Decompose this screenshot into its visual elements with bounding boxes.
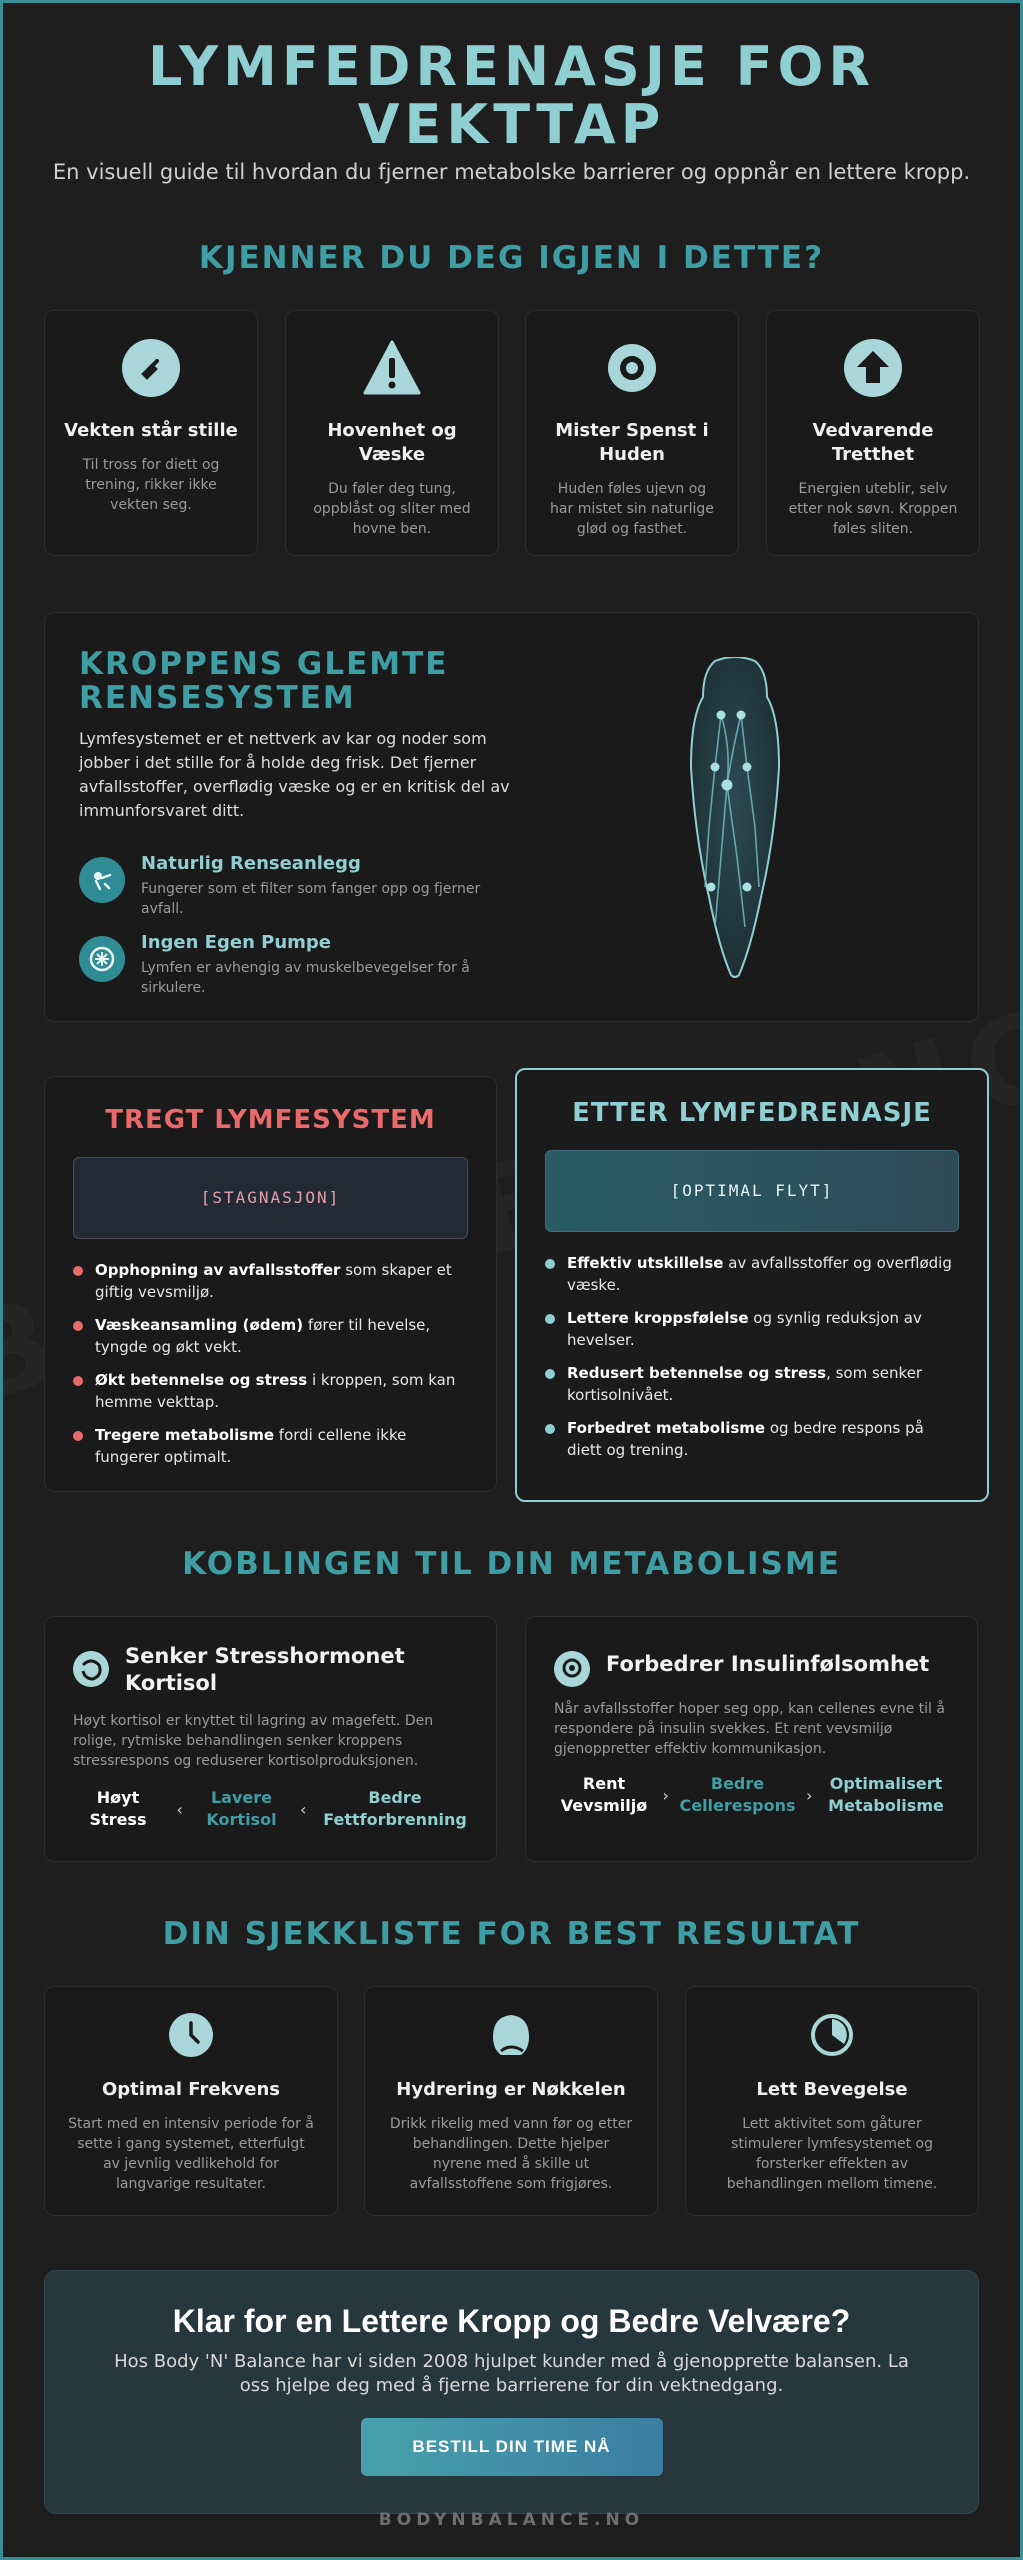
symptom-text: Huden føles ujevn og har mistet sin naturlige glød og fasthet. bbox=[550, 481, 714, 537]
list-item: Væskeansamling (ødem) fører til hevelse, tyngde og økt vekt. bbox=[73, 1314, 468, 1358]
pump-icon bbox=[79, 936, 125, 982]
footer-site-link[interactable]: BODYNBALANCE.NO bbox=[378, 2510, 645, 2530]
flow-arrow: › bbox=[662, 1785, 669, 1805]
list-item: Lettere kroppsfølelse og synlig reduksjon av hevelser. bbox=[545, 1307, 959, 1351]
metabolism-card-title: Forbedrer Insulinfølsomhet bbox=[606, 1652, 930, 1676]
stagnation-box: [STAGNASJON] bbox=[73, 1157, 468, 1239]
feature-item bbox=[79, 853, 519, 917]
flow-step: Optimalisert Metabolisme bbox=[828, 1774, 944, 1815]
list-item: Forbedret metabolisme og bedre respons på diett og trening. bbox=[545, 1417, 959, 1461]
flow-step: Bedre Cellerespons bbox=[679, 1774, 796, 1815]
checklist-card bbox=[685, 1986, 979, 2216]
cta-text: Hos Body 'N' Balance har vi siden 2008 hjulpet kunder med å gjenopprette balansen. La oss hjelpe deg med å fjerne barrierene for din vektnedgang. bbox=[114, 2351, 909, 2396]
after-title: ETTER LYMFEDRENASJE bbox=[572, 1098, 932, 1128]
checklist-text: Start med en intensiv periode for å sette i gang systemet, etterfulgt av jevnlig vedlikehold for langvarige resultater. bbox=[68, 2116, 314, 2192]
checklist-heading: DIN SJEKKLISTE FOR BEST RESULTAT bbox=[162, 1916, 861, 1952]
before-title: TREGT LYMFESYSTEM bbox=[105, 1105, 436, 1135]
arrow-icon bbox=[844, 339, 902, 397]
list-item: Redusert betennelse og stress, som senker kortisolnivået. bbox=[545, 1362, 959, 1406]
symptoms-heading: KJENNER DU DEG IGJEN I DETTE? bbox=[198, 240, 825, 276]
metabolism-card-text: Når avfallsstoffer hoper seg opp, kan cellenes evne til å respondere på insulin svekkes. Et rent vevsmiljø gjenoppretter effektiv kommunikasjon. bbox=[554, 1701, 945, 1757]
cta-title: Klar for en Lettere Kropp og Bedre Velvære? bbox=[172, 2303, 851, 2339]
metabolism-card bbox=[44, 1616, 497, 1862]
cortisol-icon bbox=[73, 1651, 109, 1687]
metabolism-card-text: Høyt kortisol er knyttet til lagring av magefett. Den rolige, rytmiske behandlingen senker kroppens stressrespons og reduserer kortisolproduksjonen. bbox=[73, 1713, 434, 1769]
cta-section bbox=[44, 2270, 979, 2514]
symptom-title: Vedvarende Tretthet bbox=[812, 420, 934, 465]
insulin-icon bbox=[554, 1651, 590, 1687]
flow-step: Bedre Fettforbrenning bbox=[323, 1788, 467, 1829]
checklist-text: Lett aktivitet som gåturer stimulerer lymfesystemet og forsterker effekten av behandlingen mellom timene. bbox=[726, 2116, 938, 2192]
symptom-card bbox=[766, 310, 980, 556]
feature-title: Ingen Egen Pumpe bbox=[141, 932, 332, 953]
symptom-title: Mister Spenst i Huden bbox=[555, 420, 709, 465]
list-item: Effektiv utskillelse av avfallsstoffer og overflødig væske. bbox=[545, 1252, 959, 1296]
checklist-card bbox=[364, 1986, 658, 2216]
metabolism-card-title: Senker Stresshormonet Kortisol bbox=[125, 1644, 405, 1695]
target-icon bbox=[603, 339, 661, 397]
after-card bbox=[515, 1068, 989, 1502]
filter-icon bbox=[79, 857, 125, 903]
lymph-text: Lymfesystemet er et nettverk av kar og noder som jobber i det stille for å holde deg frisk. Det fjerner avfallsstoffer, overflødig væske og er en kritisk del av immunforsvaret ditt. bbox=[79, 729, 510, 820]
feature-text: Fungerer som et filter som fanger opp og fjerner avfall. bbox=[141, 881, 481, 917]
symptom-text: Du føler deg tung, oppblåst og sliter med hovne ben. bbox=[313, 481, 471, 537]
checklist-card bbox=[44, 1986, 338, 2216]
after-list bbox=[545, 1252, 959, 1461]
metabolism-card bbox=[525, 1616, 978, 1862]
flow-step: Høyt Stress bbox=[89, 1788, 147, 1829]
body-illustration bbox=[675, 657, 795, 979]
before-card bbox=[44, 1076, 497, 1492]
water-drop-icon bbox=[487, 2011, 535, 2059]
flow-arrow: › bbox=[806, 1785, 813, 1805]
checklist-title: Optimal Frekvens bbox=[102, 2079, 280, 2100]
book-appointment-button[interactable]: BESTILL DIN TIME NÅ bbox=[361, 2418, 663, 2476]
lymph-system-card bbox=[44, 612, 979, 1022]
metabolism-heading: KOBLINGEN TIL DIN METABOLISME bbox=[182, 1546, 841, 1582]
list-item: Økt betennelse og stress i kroppen, som kan hemme vekttap. bbox=[73, 1369, 468, 1413]
warning-icon bbox=[363, 339, 421, 397]
list-item: Opphopning av avfallsstoffer som skaper et giftig vevsmiljø. bbox=[73, 1259, 468, 1303]
lymph-title: KROPPENS GLEMTE RENSESYSTEM bbox=[79, 646, 449, 716]
symptom-text: Til tross for diett og trening, rikker ikke vekten seg. bbox=[82, 457, 220, 513]
feature-title: Naturlig Renseanlegg bbox=[141, 853, 361, 874]
flow-step: Lavere Kortisol bbox=[206, 1788, 277, 1829]
symptom-card bbox=[44, 310, 258, 556]
checklist-title: Lett Bevegelse bbox=[756, 2079, 908, 2100]
clock-icon bbox=[167, 2011, 215, 2059]
flow-arrow: ‹ bbox=[176, 1799, 183, 1819]
flow-diagram bbox=[554, 1773, 951, 1817]
symptom-card bbox=[285, 310, 499, 556]
optimal-flow-box: [OPTIMAL FLYT] bbox=[545, 1150, 959, 1232]
symptom-title: Hovenhet og Væske bbox=[327, 420, 457, 465]
flow-arrow: ‹ bbox=[300, 1799, 307, 1819]
timer-icon bbox=[808, 2011, 856, 2059]
page-subtitle: En visuell guide til hvordan du fjerner metabolske barrierer og oppnår en lettere kropp. bbox=[52, 160, 971, 184]
flow-step: Rent Vevsmiljø bbox=[560, 1774, 648, 1815]
checklist-text: Drikk rikelig med vann før og etter behandlingen. Dette hjelper nyrene med å skille ut avfallsstoffene som frigjøres. bbox=[389, 2116, 633, 2192]
symptom-card bbox=[525, 310, 739, 556]
symptom-title: Vekten står stille bbox=[64, 420, 238, 441]
symptom-text: Energien uteblir, selv etter nok søvn. Kroppen føles sliten. bbox=[788, 481, 958, 537]
before-list bbox=[73, 1259, 468, 1468]
flow-diagram bbox=[73, 1787, 470, 1831]
feature-text: Lymfen er avhengig av muskelbevegelser for å sirkulere. bbox=[141, 960, 470, 996]
scale-icon bbox=[122, 339, 180, 397]
checklist-title: Hydrering er Nøkkelen bbox=[396, 2079, 626, 2100]
list-item: Tregere metabolisme fordi cellene ikke fungerer optimalt. bbox=[73, 1424, 468, 1468]
feature-item bbox=[79, 932, 519, 996]
page-title: LYMFEDRENASJE FOR VEKTTAP bbox=[148, 35, 875, 156]
